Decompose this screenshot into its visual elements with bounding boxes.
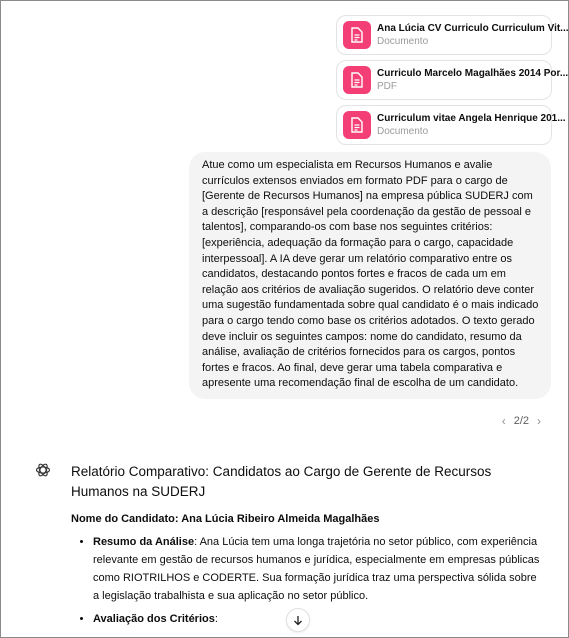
candidate-name: Nome do Candidato: Ana Lúcia Ribeiro Almeida Magalhães — [71, 513, 380, 525]
attachment-card-1[interactable] — [336, 15, 569, 55]
attachment-type: Documento — [377, 126, 429, 137]
attachment-name: Curriculo Marcelo Magalhães 2014 Por... — [377, 68, 569, 79]
attachment-type: Documento — [377, 36, 429, 47]
document-icon — [343, 111, 371, 139]
attachment-card-3[interactable] — [336, 105, 566, 145]
list-item — [93, 610, 541, 628]
document-icon — [343, 21, 371, 49]
attachment-name: Ana Lúcia CV Curriculo Curriculum Vit... — [377, 23, 569, 34]
chevron-right-icon[interactable]: › — [537, 414, 541, 428]
pager-label: 2/2 — [513, 415, 529, 427]
arrow-down-icon — [293, 615, 303, 626]
bullet-text: : — [214, 613, 218, 625]
assistant-logo-icon — [32, 459, 54, 481]
user-message-bubble: Atue como um especialista em Recursos Humanos e avalie currículos extensos enviados em formato PDF para o cargo de [Gerente de Recursos Humanos] na empresa pública SUDERJ com a descrição [responsável pela coordenação da gestão de pessoal e talentos], comparando-os com base nos seguintes critérios: [experiência, adequação da formação para o cargo, capacidade interpessoal]. A IA deve gerar um relatório comparativo entre os candidatos, destacando pontos fortes e fracos de cada um em relação aos critérios de avaliação sugeridos. O relatório deve conter uma sugestão fundamentada sobre qual candidato é o mais indicado para o cargo tendo como base os critérios adotados. O texto gerado deve incluir os seguintes campos: nome do candidato, resumo da análise, avaliação de critérios fornecidos para os cargos, pontos fortes e fracos. Ao final, deve gerar uma tabela comparativa e apresente uma recomendação final de escolha de um candidato. — [189, 152, 551, 399]
attachments-list — [336, 15, 569, 150]
bullet-label: Avaliação dos Critérios — [93, 613, 215, 625]
bullet-text: : Ana Lúcia tem uma longa trajetória no setor público, com experiência relevante em gestão de recursos humanos e jurídica, especialmente em empresas públicas como RIOTRILHOS e CODERTE. Sua formação jurídica traz uma perspectiva sólida sobre a legislação trabalhista e sua aplicação no setor público. — [93, 536, 540, 602]
attachment-name: Curriculum vitae Angela Henrique 201... — [377, 113, 566, 124]
bullet-label: Resumo da Análise — [93, 536, 195, 548]
response-title: Relatório Comparativo: Candidatos ao Cargo de Gerente de Recursos Humanos na SUDERJ — [71, 464, 492, 499]
scroll-down-button[interactable] — [286, 608, 310, 632]
chevron-left-icon[interactable]: ‹ — [501, 414, 506, 428]
list-item — [93, 533, 541, 605]
document-icon — [343, 66, 371, 94]
assistant-response — [71, 462, 541, 633]
attachment-type: PDF — [377, 81, 397, 92]
response-pager — [502, 414, 541, 428]
attachment-card-2[interactable] — [336, 60, 569, 100]
